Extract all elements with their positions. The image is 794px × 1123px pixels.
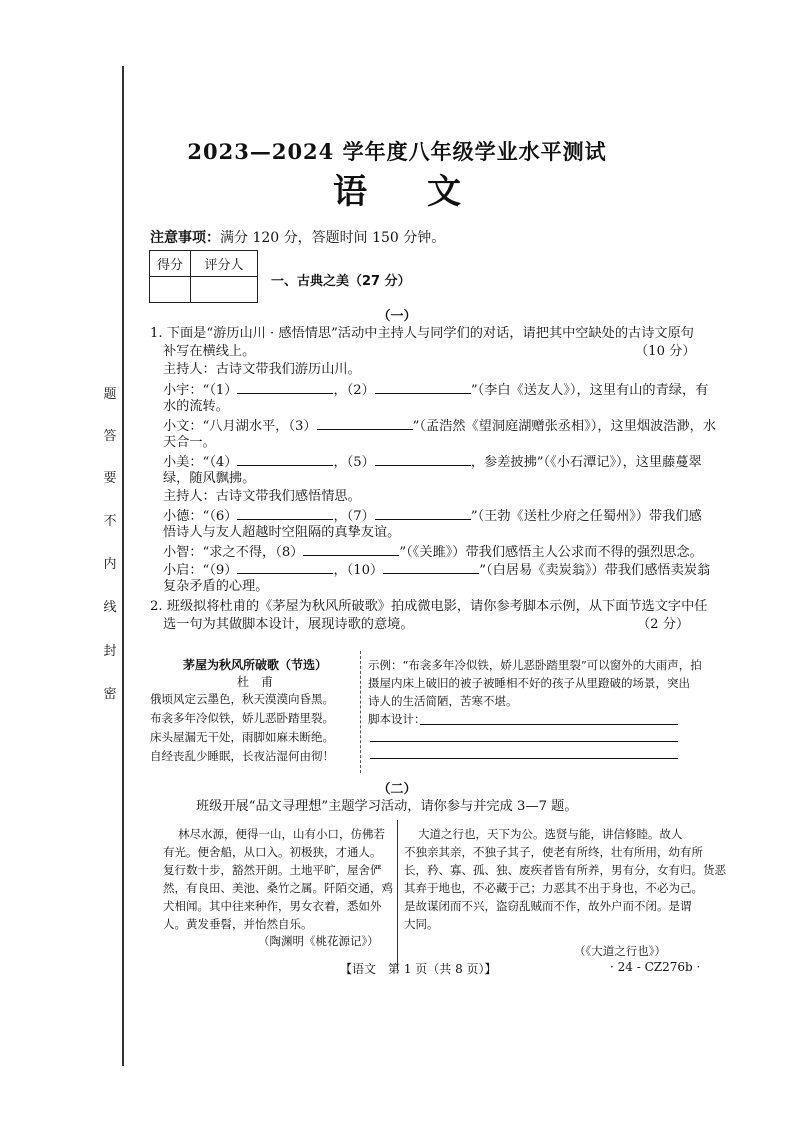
q1-xiaozhi: 小智：“求之不得，（8） ”（《关雎》）带我们感悟主人公求而不得的强烈思念。 — [163, 542, 703, 563]
passage-line: 长，矜、寡、孤、独、废疾者皆有所养，男有分，女有归。货恶 — [404, 863, 726, 877]
script-answer-line[interactable] — [370, 741, 678, 742]
passage-source: （陶渊明《桃花源记》） — [258, 934, 379, 948]
q1-stem: 1. 下面是“游历山川 · 感悟情思”活动中主持人与同学们的对话，请把其中空缺处的古诗文原句 — [150, 326, 694, 341]
q1-xiaowen-cont: 天合一。 — [163, 435, 216, 450]
exam-title: 2023—2024 学年度八年级学业水平测试 — [187, 139, 607, 164]
q1-xiaoqi: 小启：“（9） ，（10） ”（白居易《卖炭翁》）带我们感悟卖炭翁 — [163, 560, 710, 581]
q1-xiaode-cont: 悟诗人与友人超越时空阻隔的真挚友谊。 — [163, 525, 401, 540]
example-line: 摄屋内床上破旧的被子被睡相不好的孩子从里蹬破的场景，突出 — [368, 676, 690, 690]
passage-line: 有光。便舍船，从口入。初极狭，才通人。 — [163, 845, 382, 859]
q2-stem: 2. 班级拟将杜甫的《茅屋为秋风所破歌》拍成微电影，请你参考脚本示例，从下面节选文字中任 — [150, 599, 708, 614]
score-table — [149, 250, 258, 303]
answer-blank[interactable] — [237, 380, 333, 394]
binding-line — [122, 66, 124, 1066]
answer-blank[interactable] — [383, 560, 479, 574]
answer-blank[interactable] — [375, 506, 471, 520]
passage-line: 人。黄发垂髫，并怡然自乐。 — [163, 917, 313, 931]
seal-char: 封 — [103, 644, 117, 659]
example-line: 示例：“布衾多年冷似铁，娇儿恶卧踏里裂”可以窗外的大雨声，拍 — [368, 658, 702, 672]
page-number: 【语文 第 1 页（共 8 页）】 — [340, 962, 497, 976]
passage-line: 犬相闻。其中往来种作，男女衣着，悉如外 — [163, 899, 382, 913]
part-label: （二） — [377, 782, 417, 797]
q1-xiaowen: 小文：“八月湖水平，（3） ”（孟浩然《望洞庭湖赠张丞相》），这里烟波浩渺，水 — [163, 416, 716, 437]
q1-xiaoqi-cont: 复杂矛盾的心理。 — [163, 579, 269, 594]
q2-points: （2 分） — [637, 617, 690, 632]
passage-line: 复行数十步，豁然开朗。土地平旷，屋舍俨 — [163, 863, 382, 877]
part-label: （一） — [377, 309, 417, 324]
q1-xiaoyu: 小宇：“（1） ，（2） ”（李白《送友人》），这里有山的青绿，有 — [163, 380, 708, 401]
notice-label: 注意事项： — [150, 230, 220, 246]
q1-host: 主持人：古诗文带我们感悟情思。 — [163, 489, 361, 504]
seal-char: 答 — [103, 429, 117, 444]
notice — [150, 227, 445, 247]
answer-blank[interactable] — [237, 452, 333, 466]
passage-line: 大道之行也，天下为公。选贤与能，讲信修睦。故人 — [418, 827, 683, 841]
q1-points: （10 分） — [635, 344, 696, 359]
score-header: 得分 — [150, 251, 191, 277]
q1-xiaomei: 小美：“（4） ，（5） ，参差披拂”（《小石潭记》），这里藤蔓翠 — [163, 452, 702, 473]
passage-divider — [397, 820, 399, 970]
passage-source: （《大道之行也》） — [574, 944, 666, 958]
poem-line: 布衾多年冷似铁，娇儿恶卧踏里裂。 — [150, 711, 334, 725]
poem-author: 杜 甫 — [236, 675, 273, 689]
answer-blank[interactable] — [375, 452, 471, 466]
q1-xiaode: 小德：“（6） ，（7） ”（王勃《送杜少府之任蜀州》）带我们感 — [163, 506, 702, 527]
seal-char: 线 — [103, 600, 117, 615]
q1-xiaoyu-cont: 水的流转。 — [163, 399, 229, 414]
answer-blank[interactable] — [237, 560, 333, 574]
passage-line: 然，有良田、美池、桑竹之属。阡陌交通，鸡 — [163, 881, 393, 895]
passage-line: 其弃于地也，不必藏于己；力恶其不出于身也，不必为己。 — [404, 881, 703, 895]
passage-line: 林尽水源，便得一山，山有小口，仿佛若 — [178, 827, 385, 841]
passage-line: 大同。 — [404, 917, 439, 931]
script-label: 脚本设计： — [368, 712, 426, 726]
poem-line: 自经丧乱少睡眠，长夜沾湿何由彻！ — [150, 749, 334, 763]
q1-host: 主持人：古诗文带我们游历山川。 — [163, 362, 361, 377]
answer-blank[interactable] — [303, 542, 399, 556]
grader-cell[interactable] — [191, 277, 258, 303]
seal-char: 密 — [103, 687, 117, 702]
poem-title: 茅屋为秋风所破歌（节选） — [182, 658, 327, 672]
subject-title: 语文 — [333, 172, 521, 212]
example-line: 诗人的生活简陋，苦寒不堪。 — [368, 694, 518, 708]
script-answer-line[interactable] — [420, 724, 678, 725]
poem-line: 俄顷风定云墨色，秋天漠漠向昏黑。 — [150, 692, 334, 706]
section-title: 一、古典之美（27 分） — [271, 274, 411, 289]
grader-header: 评分人 — [191, 251, 258, 277]
seal-char: 不 — [103, 514, 117, 529]
paper-code: · 24 - CZ276b · — [610, 960, 701, 974]
notice-text: 满分 120 分，答题时间 150 分钟。 — [220, 230, 446, 246]
passage-line: 是故谋闭而不兴，盗窃乱贼而不作，故外户而不闭。是谓 — [404, 899, 692, 913]
script-answer-line[interactable] — [370, 758, 678, 759]
seal-char: 要 — [103, 471, 117, 486]
q1-stem: 补写在横线上。 — [163, 344, 256, 359]
q1-xiaomei-cont: 绿，随风飘拂。 — [163, 471, 256, 486]
seal-char: 内 — [103, 557, 117, 572]
answer-blank[interactable] — [375, 380, 471, 394]
poem-line: 床头屋漏无干处，雨脚如麻未断绝。 — [150, 730, 334, 744]
answer-blank[interactable] — [317, 416, 413, 430]
seal-char: 题 — [103, 387, 117, 402]
passage-line: 不独亲其亲，不独子其子，使老有所终，壮有所用，幼有所 — [404, 845, 703, 859]
part2-intro: 班级开展“品文寻理想”主题学习活动，请你参与并完成 3—7 题。 — [196, 799, 578, 814]
score-cell[interactable] — [150, 277, 191, 303]
answer-blank[interactable] — [237, 506, 333, 520]
q2-stem: 选一句为其做脚本设计，展现诗歌的意境。 — [163, 617, 414, 632]
